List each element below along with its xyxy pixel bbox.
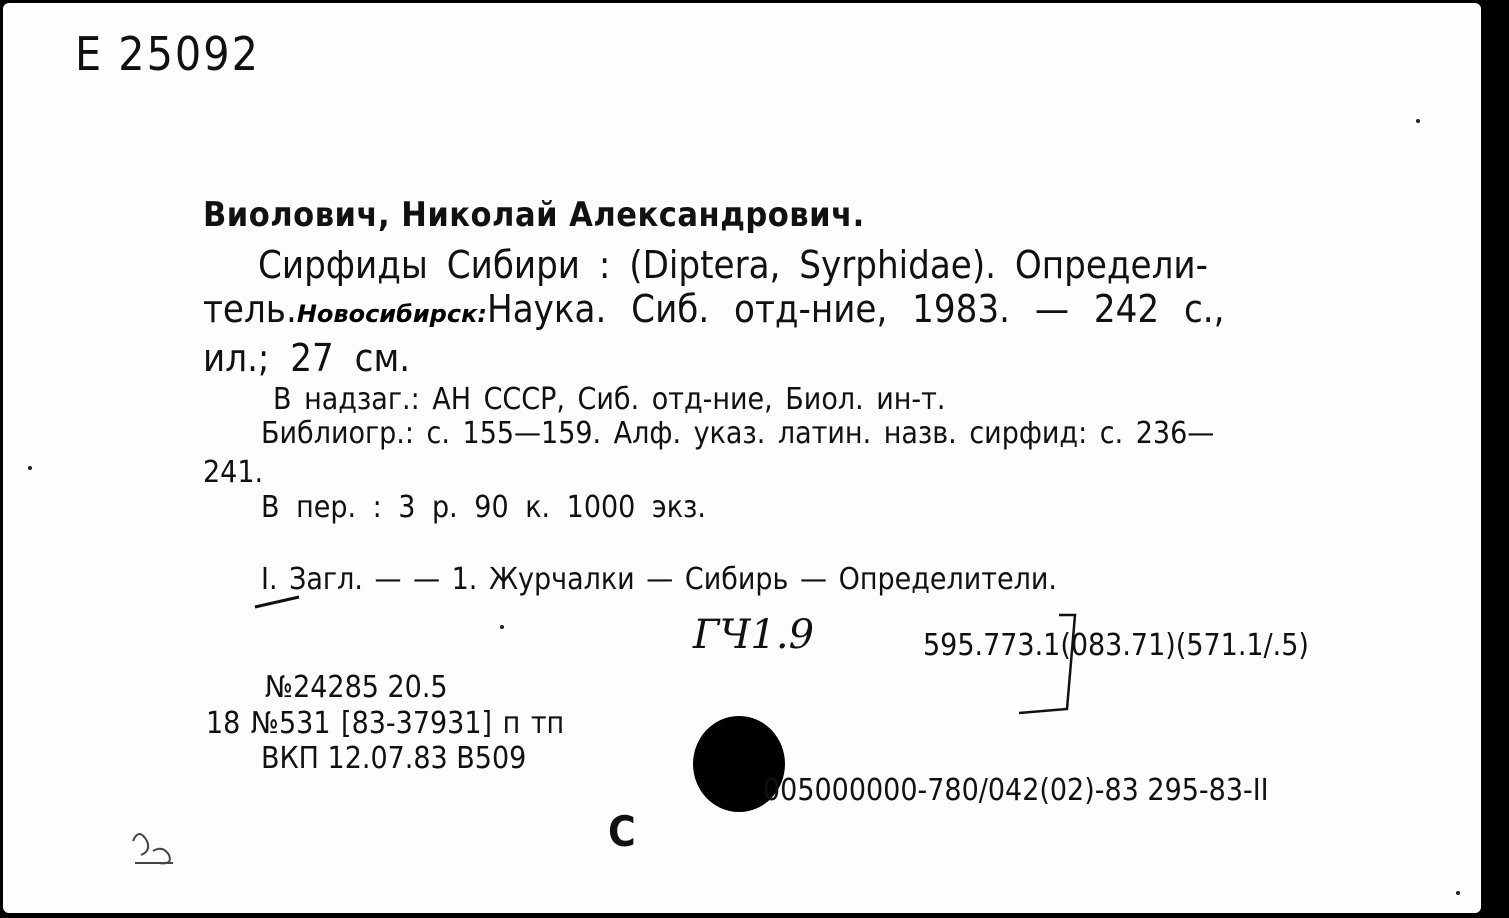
dust-speck	[28, 466, 32, 470]
library-record-3: ВКП 12.07.83 В509	[261, 741, 527, 776]
dust-speck	[1416, 119, 1420, 123]
index-code: 005000000-780/042(02)-83 295-83-II	[763, 773, 1269, 808]
library-record-1: №24285 20.5	[265, 670, 448, 705]
dust-speck	[1456, 891, 1460, 895]
handwritten-scribble	[123, 821, 193, 871]
catalog-card	[3, 3, 1481, 913]
stamp-letter: С	[608, 807, 636, 856]
note-bibliography-cont: 241.	[203, 455, 264, 490]
dust-speck	[500, 625, 504, 629]
handwritten-place: Новосибирск:	[296, 300, 487, 328]
call-number: Е 25092	[75, 27, 260, 81]
library-record-2: 18 №531 [83-37931] п тп	[206, 706, 565, 741]
udc-classification: 595.773.1(083.71)(571.1/.5)	[923, 628, 1309, 663]
title-line-2-start: тель.	[203, 287, 297, 331]
author-heading: Виолович, Николай Александрович.	[203, 195, 865, 235]
subject-tracings: I. Загл. — — 1. Журчалки — Сибирь — Определители.	[261, 562, 1057, 597]
note-overtitle: В надзаг.: АН СССР, Сиб. отд-ние, Биол. ин-т.	[273, 382, 946, 417]
note-bibliography: Библиогр.: с. 155—159. Алф. указ. латин. назв. сирфид: с. 236—	[261, 416, 1215, 451]
title-line-2-end: Наука. Сиб. отд-ние, 1983. — 242 с.,	[486, 287, 1225, 331]
handwritten-bracket	[1011, 609, 1081, 719]
handwritten-shelfmark: ГЧ1.9	[693, 612, 815, 658]
handwritten-underline	[253, 595, 303, 611]
note-price: В пер. : 3 р. 90 к. 1000 экз.	[261, 490, 706, 525]
title-line-2	[203, 287, 1225, 331]
title-line-1: Сирфиды Сибири : (Diptera, Syrphidae). Определи-	[258, 243, 1208, 287]
title-line-3: ил.; 27 см.	[203, 336, 411, 380]
